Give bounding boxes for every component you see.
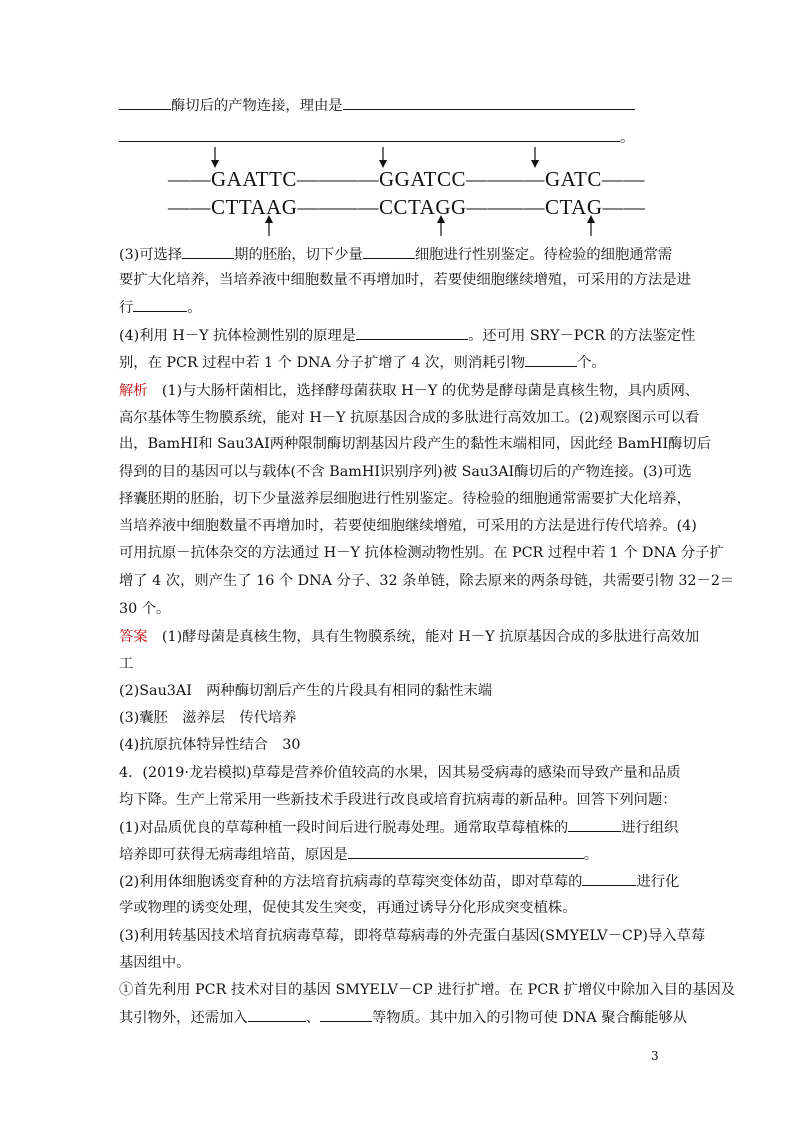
analysis-line-6: 当培养液中细胞数量不再增加时，若要使细胞继续增殖，可采用的方法是进行传代培养。(4) bbox=[119, 518, 697, 534]
q4-line-1: (4)利用 H－Y 抗体检测性别的原理是 。还可用 SRY－PCR 的方法鉴定性 bbox=[119, 325, 695, 346]
continued-line-2: 。 bbox=[119, 127, 634, 148]
analysis-line-5: 择囊胚期的胚胎，切下少量滋养层细胞进行性别鉴定。待检验的细胞通常需要扩大化培养， bbox=[119, 491, 691, 507]
analysis-line-4: 得到的目的基因可以与载体(不含 BamHⅠ识别序列)被 Sau3AⅠ酶切后的产物连接。(3)可选 bbox=[119, 464, 692, 480]
answer-line-4: (3)囊胚 滋养层 传代培养 bbox=[119, 710, 297, 726]
sau3ai-top-strand: ——GATC—— bbox=[502, 167, 645, 191]
blank bbox=[119, 127, 620, 142]
down-arrow-icon bbox=[210, 147, 220, 169]
analysis-line-8: 增了 4 次，则产生了 16 个 DNA 分子、32 条单链，除去原来的两条母链，共需要引物 32－2＝ bbox=[119, 573, 735, 589]
problem4-part3-line-1: (3)利用转基因技术培育抗病毒草莓，即将草莓病毒的外壳蛋白基因(SMYELV－CP)导入草莓 bbox=[119, 928, 706, 944]
site2-top-strand: ——GGATCC—— bbox=[336, 167, 510, 191]
q4-line-2: 别，在 PCR 过程中若 1 个 DNA 分子扩增了 4 次，则消耗引物 个。 bbox=[119, 352, 606, 373]
analysis-label: 解析 bbox=[119, 383, 148, 399]
blank bbox=[348, 844, 584, 859]
down-arrow-icon bbox=[530, 147, 540, 169]
answer-line-2: 工 bbox=[119, 656, 134, 672]
sau3ai-bottom-strand: ——CTAG—— bbox=[502, 195, 646, 219]
analysis-line-1: 解析 (1)与大肠杆菌相比，选择酵母菌获取 H－Y 的优势是酵母菌是真核生物，具内质网、 bbox=[119, 383, 700, 399]
site2-bottom-strand: ——CCTAGG—— bbox=[336, 195, 510, 219]
analysis-line-9: 30 个。 bbox=[119, 601, 171, 617]
analysis-line-2: 高尔基体等生物膜系统，能对 H－Y 抗原基因合成的多肽进行高效加工。(2)观察图示可以看 bbox=[119, 410, 700, 426]
blank bbox=[182, 244, 234, 259]
problem4-part2-line-2: 学或物理的诱变处理，促使其发生突变，再通过诱导分化形成突变植株。 bbox=[119, 900, 577, 916]
analysis-line-7: 可用抗原－抗体杂交的方法通过 H－Y 抗体检测动物性别。在 PCR 过程中若 1 个 DNA 分子扩 bbox=[119, 545, 724, 561]
q3-line-2: 要扩大化培养，当培养液中细胞数量不再增加时，若要使细胞继续增殖，可采用的方法是进 bbox=[119, 272, 691, 288]
blank bbox=[343, 95, 635, 110]
answer-line-5: (4)抗原抗体特异性结合 30 bbox=[119, 737, 301, 753]
blank bbox=[582, 871, 636, 886]
answer-line-3: (2)Sau3AⅠ 两种酶切割后产生的片段具有相同的黏性末端 bbox=[119, 683, 493, 699]
problem4-line-1: 4．(2019·龙岩模拟)草莓是营养价值较高的水果，因其易受病毒的感染而导致产量和品质 bbox=[119, 765, 681, 781]
problem4-part1-line-2: 培养即可获得无病毒组培苗，原因是 。 bbox=[119, 844, 598, 865]
blank bbox=[568, 817, 621, 832]
problem4-line-2: 均下降。生产上常采用一些新技术手段进行改良或培育抗病毒的新品种。回答下列问题： bbox=[119, 792, 677, 808]
problem4-sub1-line-1: ①首先利用 PCR 技术对目的基因 SMYELV－CP 进行扩增。在 PCR 扩增仪中除加入目的基因及 bbox=[119, 982, 736, 998]
continued-line-1: 酶切后的产物连接，理由是 bbox=[119, 95, 635, 116]
page-number: 3 bbox=[651, 1049, 659, 1063]
blank bbox=[320, 1007, 372, 1022]
blank bbox=[363, 244, 415, 259]
q3-line-3: 行 。 bbox=[119, 297, 202, 318]
answer-label: 答案 bbox=[119, 629, 148, 645]
problem4-part2-line-1: (2)利用体细胞诱变育种的方法培育抗病毒的草莓突变体幼苗，即对草莓的 进行化 bbox=[119, 871, 679, 892]
down-arrow-icon bbox=[378, 147, 388, 169]
bamhi-bottom-strand: ——CTTAAG—— bbox=[168, 195, 341, 219]
problem4-sub1-line-2: 其引物外，还需加入 、 等物质。其中加入的引物可使 DNA 聚合酶能够从 bbox=[119, 1007, 687, 1028]
blank bbox=[525, 352, 577, 367]
problem4-part1-line-1: (1)对品质优良的草莓种植一段时间后进行脱毒处理。通常取草莓植株的 进行组织 bbox=[119, 817, 678, 838]
answer-line-1: 答案 (1)酵母菌是真核生物，具有生物膜系统，能对 H－Y 抗原基因合成的多肽进行高效加 bbox=[119, 629, 700, 645]
bamhi-top-strand: ——GAATTC—— bbox=[168, 167, 340, 191]
q3-line-1: (3)可选择 期的胚胎，切下少量 细胞进行性别鉴定。待检验的细胞通常需 bbox=[119, 244, 672, 265]
blank bbox=[119, 95, 171, 110]
blank bbox=[133, 297, 187, 312]
blank bbox=[356, 325, 468, 340]
blank bbox=[248, 1007, 306, 1022]
problem4-part3-line-2: 基因组中。 bbox=[119, 955, 191, 971]
analysis-line-3: 出，BamHⅠ和 Sau3AⅠ两种限制酶切割基因片段产生的黏性末端相同，因此经 BamHⅠ酶切后 bbox=[119, 436, 711, 452]
